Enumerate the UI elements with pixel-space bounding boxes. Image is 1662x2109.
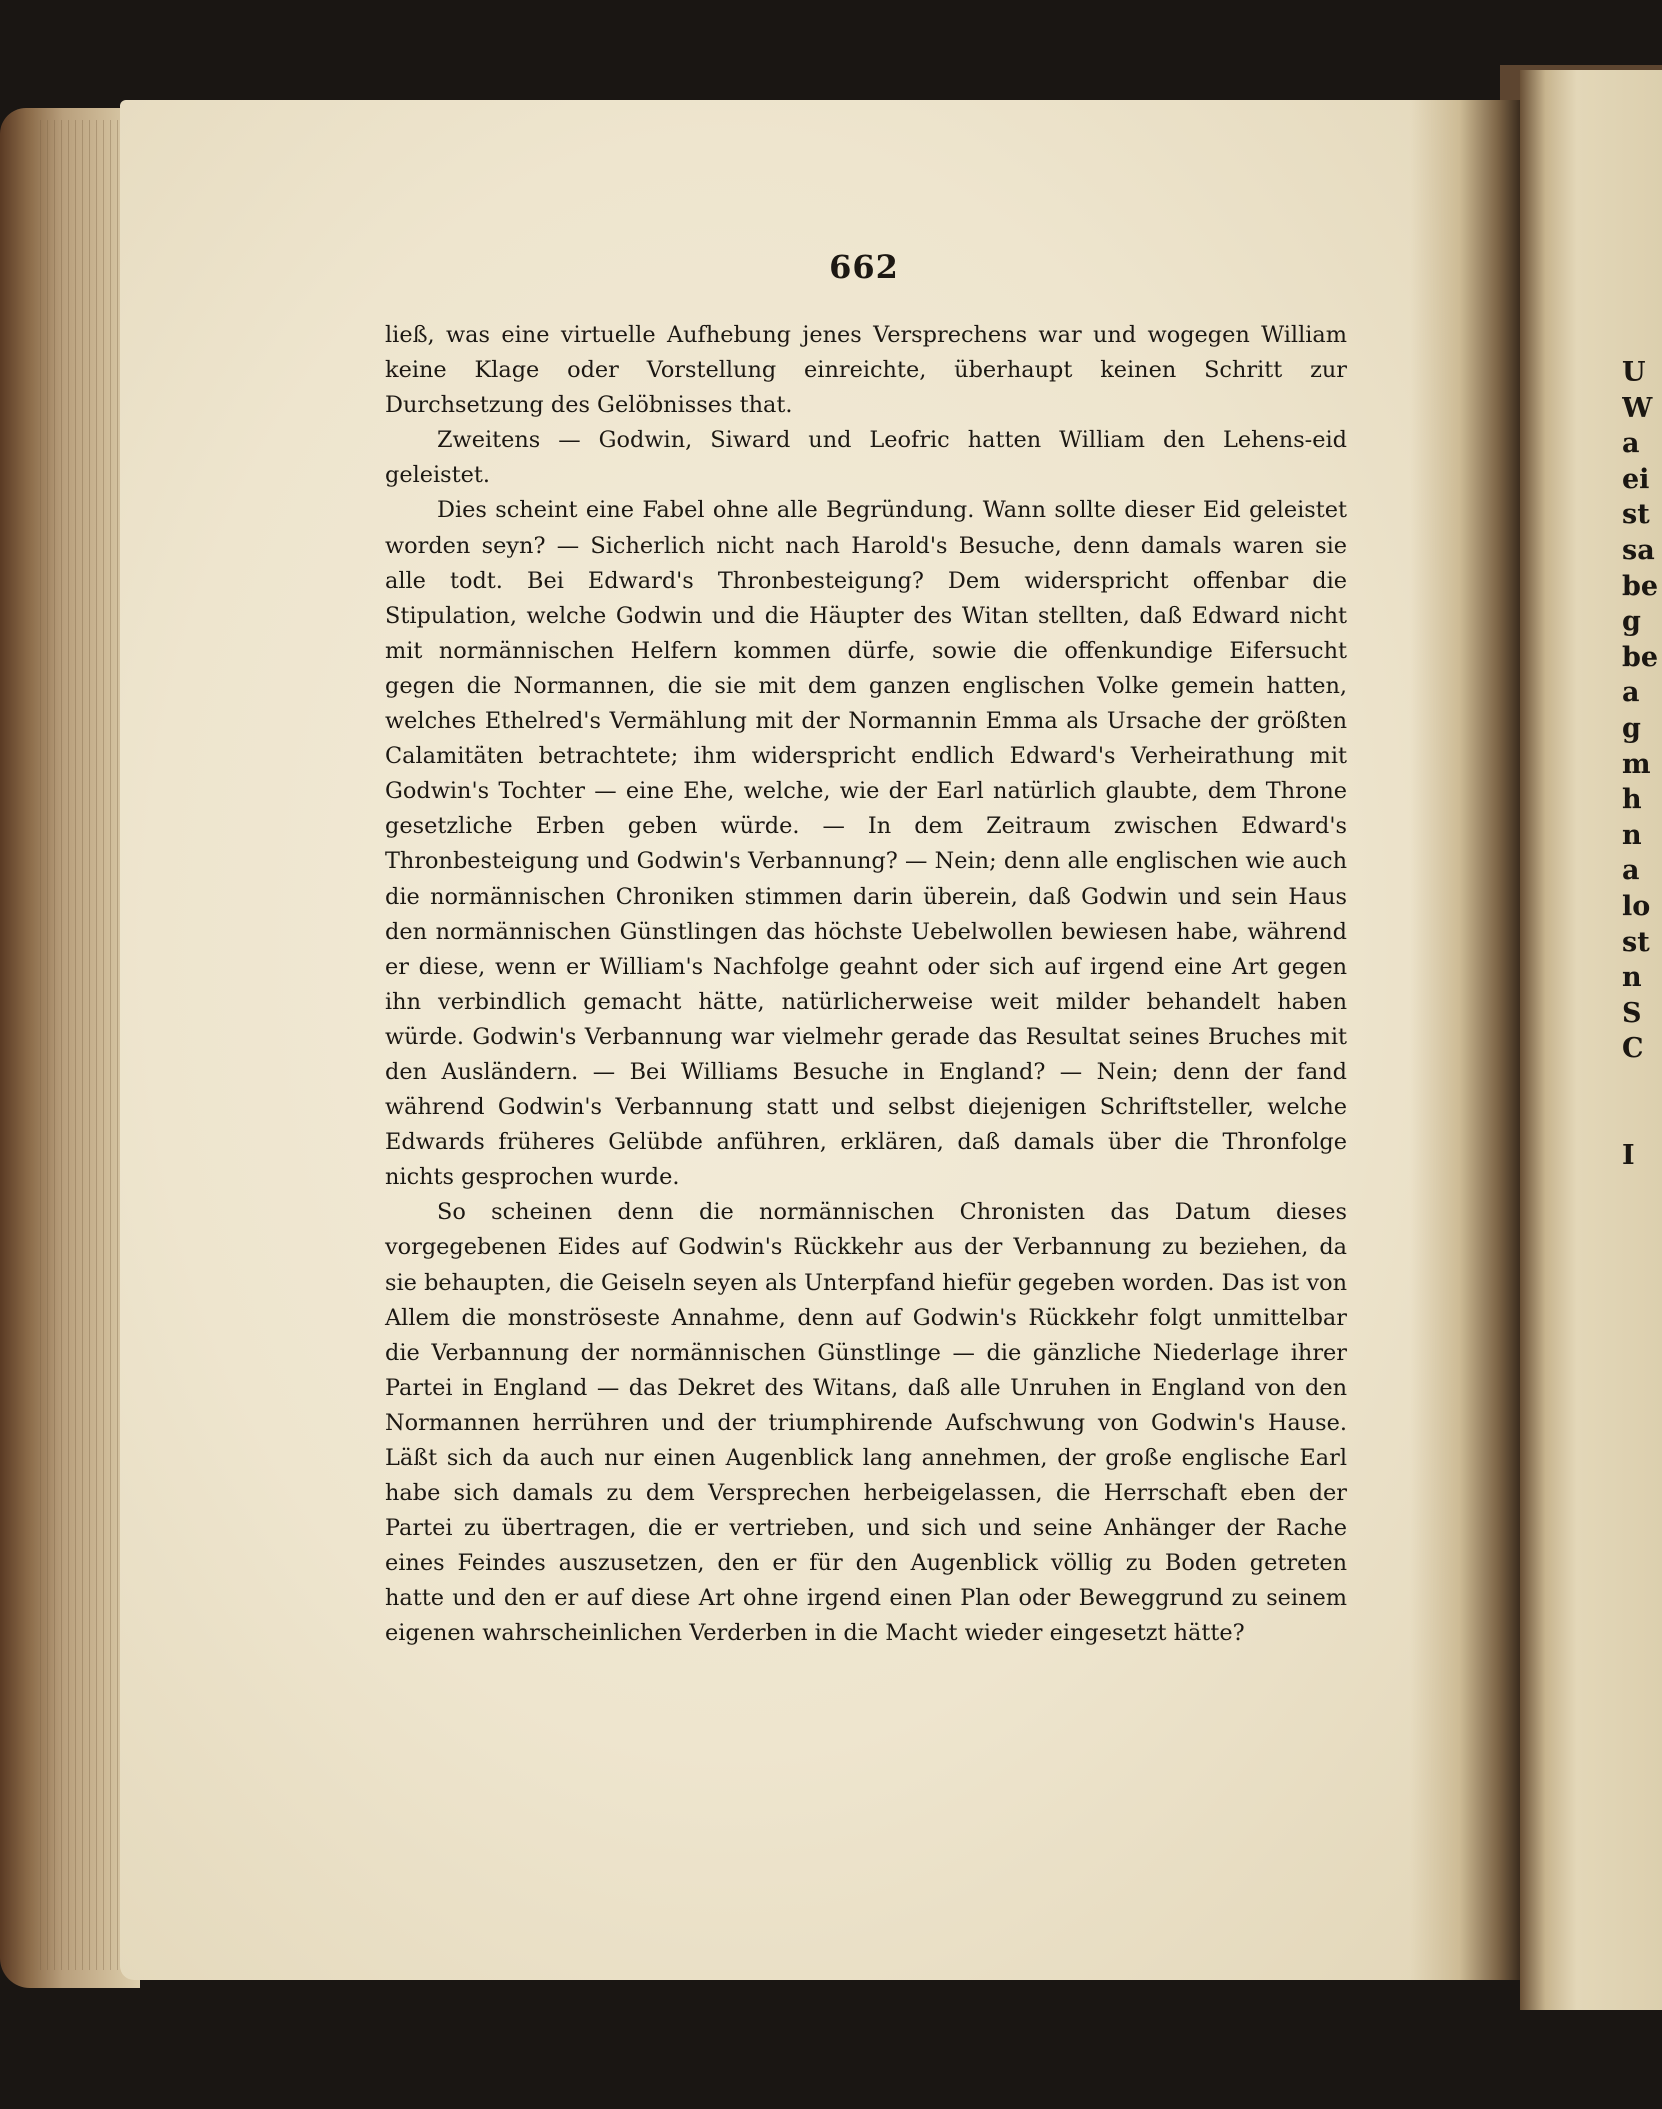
body-text xyxy=(385,318,1347,1652)
page-number: 662 xyxy=(829,248,899,286)
paragraph: Dies scheint eine Fabel ohne alle Begründung. Wann sollte dieser Eid geleistet worden seyn? — Sicherlich nicht nach Harold's Besuche, denn damals waren sie alle todt. Bei Edward's Thronbesteigung? Dem widerspricht offenbar die Stipulation, welche Godwin und die Häupter des Witan stellten, daß Edward nicht mit normännischen Helfern kommen dürfe, sowie die offenkundige Eifersucht gegen die Normannen, die sie mit dem ganzen englischen Volke gemein hatten, welches Ethelred's Vermählung mit der Normannin Emma als Ursache der größten Calamitäten betrachtete; ihm widerspricht endlich Edward's Verheirathung mit Godwin's Tochter — eine Ehe, welche, wie der Earl natürlich glaubte, dem Throne gesetzliche Erben geben würde. — In dem Zeitraum zwischen Edward's Thronbesteigung und Godwin's Verbannung? — Nein; denn alle englischen wie auch die normännischen Chroniken stimmen darin überein, daß Godwin und sein Haus den normännischen Günstlingen das höchste Uebelwollen bewiesen habe, während er diese, wenn er William's Nachfolge geahnt oder sich auf irgend eine Art gegen ihn verbindlich gemacht hätte, natürlicherweise weit milder behandelt haben würde. Godwin's Verbannung war vielmehr gerade das Resultat seines Bruches mit den Ausländern. — Bei Williams Besuche in England? — Nein; denn der fand während Godwin's Verbannung statt und selbst diejenigen Schriftsteller, welche Edwards früheres Gelübde anführen, erklären, daß damals über die Thronfolge nichts gesprochen wurde. xyxy=(385,497,1347,1191)
facing-page-margin-text: U W a ei st sa be g be a g m h n a lo st n S C I xyxy=(1622,357,1659,1172)
paragraph: ließ, was eine virtuelle Aufhebung jenes Versprechens war und wogegen William keine Klage oder Vorstellung einreichte, überhaupt keinen Schritt zur Durchsetzung des Gelöbnisses that. xyxy=(385,322,1347,419)
gutter-shadow xyxy=(1410,100,1520,1980)
paragraph: So scheinen denn die normännischen Chronisten das Datum dieses vorgegebenen Eides auf Godwin's Rückkehr aus der Verbannung zu beziehen, da sie behaupten, die Geiseln seyen als Unterpfand hiefür gegeben worden. Das ist von Allem die monströseste Annahme, denn auf Godwin's Rückkehr folgt unmittelbar die Verbannung der normännischen Günstlinge — die gänzliche Niederlage ihrer Partei in England — das Dekret des Witans, daß alle Unruhen in England von den Normannen herrühren und der triumphirende Aufschwung von Godwin's Hause. Läßt sich da auch nur einen Augenblick lang annehmen, der große englische Earl habe sich damals zu dem Versprechen herbeigelassen, die Herrschaft eben der Partei zu übertragen, die er vertrieben, und sich und seine Anhänger der Rache eines Feindes auszusetzen, den er für den Augenblick völlig zu Boden getreten hatte und den er auf diese Art ohne irgend einen Plan oder Beweggrund zu seinem eigenen wahrscheinlichen Verderben in die Macht wieder eingesetzt hätte? xyxy=(385,1199,1347,1647)
paragraph: Zweitens — Godwin, Siward und Leofric hatten William den Lehens-eid geleistet. xyxy=(385,427,1347,489)
